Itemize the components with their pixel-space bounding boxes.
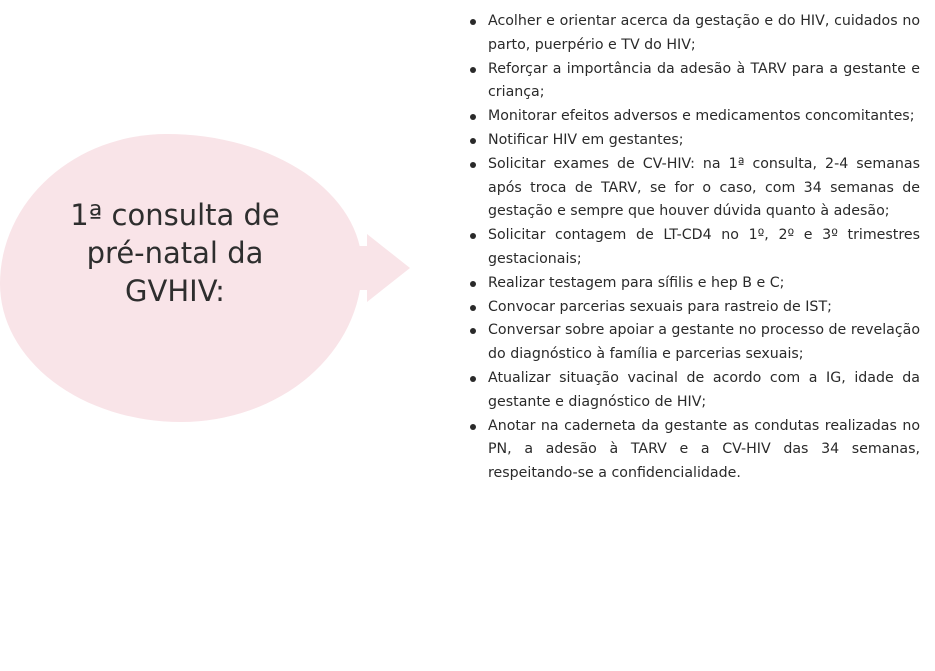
- list-item-text: Anotar na caderneta da gestante as condutas realizadas no PN, a adesão à TARV e a CV-HIV das 34 semanas, respeitando-se a confidencialidade.: [488, 417, 920, 482]
- list-item: [462, 319, 920, 367]
- list-item-text: Convocar parcerias sexuais para rastreio de IST;: [488, 298, 832, 315]
- checklist: [462, 10, 920, 486]
- list-item-text: Reforçar a importância da adesão à TARV para a gestante e criança;: [488, 60, 920, 101]
- bullet-icon: [470, 281, 476, 287]
- list-item-text: Acolher e orientar acerca da gestação e do HIV, cuidados no parto, puerpério e TV do HIV;: [488, 13, 920, 53]
- list-item-text: Solicitar contagem de LT-CD4 no 1º, 2º e 3º trimestres gestacionais;: [488, 227, 920, 267]
- arrow-shape: [350, 234, 410, 302]
- title-line-2: pré-natal da: [86, 236, 264, 270]
- list-item-text: Conversar sobre apoiar a gestante no processo de revelação do diagnóstico à família e parcerias sexuais;: [488, 322, 920, 363]
- bullet-icon: [470, 424, 476, 430]
- bullet-icon: [470, 305, 476, 311]
- list-item: [462, 224, 920, 272]
- list-item-text: Notificar HIV em gestantes;: [488, 131, 684, 148]
- list-item: [462, 58, 920, 106]
- list-item: [462, 272, 920, 296]
- list-item: [462, 367, 920, 415]
- list-item: [462, 129, 920, 153]
- bullet-icon: [470, 67, 476, 73]
- list-item: [462, 153, 920, 224]
- list-item-text: Atualizar situação vacinal de acordo com a IG, idade da gestante e diagnóstico de HIV;: [488, 369, 920, 410]
- bullet-icon: [470, 114, 476, 120]
- list-item: [462, 10, 920, 58]
- list-item-text: Solicitar exames de CV-HIV: na 1ª consulta, 2-4 semanas após troca de TARV, se for o caso, com 34 semanas de gestação e sempre que houver dúvida quanto à adesão;: [488, 155, 920, 220]
- bullet-icon: [470, 376, 476, 382]
- list-item: [462, 105, 920, 129]
- title-line-3: GVHIV:: [125, 274, 225, 308]
- list-item: [462, 296, 920, 320]
- title-text: [30, 196, 320, 310]
- bullet-icon: [470, 328, 476, 334]
- list-item-text: Monitorar efeitos adversos e medicamentos concomitantes;: [488, 108, 915, 125]
- title-line-1: 1ª consulta de: [70, 198, 280, 232]
- list-item-text: Realizar testagem para sífilis e hep B e C;: [488, 274, 785, 291]
- bullet-icon: [470, 162, 476, 168]
- bullet-icon: [470, 19, 476, 25]
- bullet-icon: [470, 138, 476, 144]
- list-item: [462, 415, 920, 486]
- bullet-icon: [470, 233, 476, 239]
